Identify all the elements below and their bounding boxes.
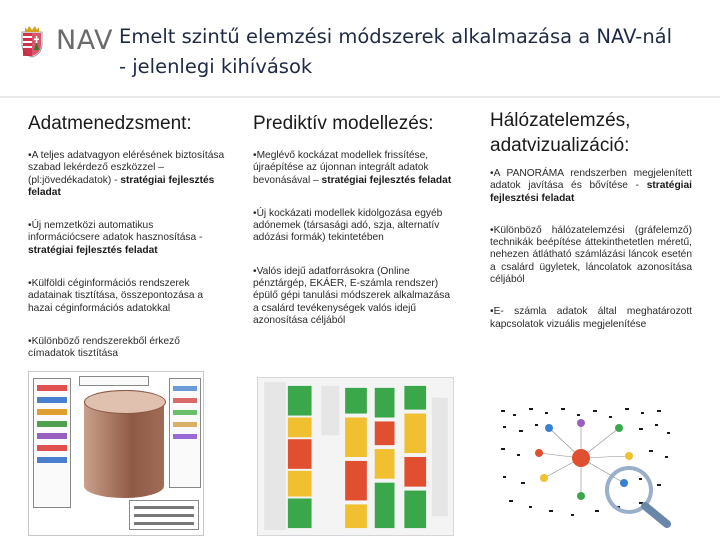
bullet-text: •A teljes adatvagyon elérésének biztosítása szabad lekérdező eszközzel – (pl:jövedékadatok) - [28,150,225,186]
list-item [253,150,458,187]
bullet-text: •Valós idejű adatforrásokra (Online pénztárgép, EKÁER, E-számla rendszer) épülő gépi tanulási módszerek alkalmazása a csalárd tevékenységek valós idejű azonosítása céljából [253,265,451,326]
bullet-emphasis: stratégiai fejlesztés feladat [28,174,215,198]
list-item [253,266,458,327]
data-store-box [169,378,201,488]
bullet-text: •Különböző rendszerekből érkező címadatok tisztítása [28,335,180,360]
bullet-list [253,150,458,327]
bullet-text: •E- számla adatok által meghatározott kapcsolatok vizuális megjelenítése [490,306,692,330]
database-cylinder-icon [84,390,164,498]
bullet-emphasis: stratégiai fejlesztés feladat [28,244,158,256]
bullet-text: •Külföldi céginformációs rendszerek adatainak tisztítása, összepontozása a hazai céginformációs adatokkal [28,278,203,314]
title-divider [0,96,720,98]
slide-header [0,0,720,100]
list-item [28,150,228,199]
list-item [490,225,692,286]
page-title: Emelt szintű elemzési módszerek alkalmazása a NAV-nál - jelenlegi kihívások [119,25,673,78]
column-network-analysis [490,108,692,351]
column-data-management [28,108,228,382]
bullet-text: •Új kockázati modellek kidolgozása egyéb adónemek (társasági adó, szja, alternatív adózási formák) tekintetében [253,207,443,244]
column-heading: Adatmenedzsment: [28,113,192,134]
bullet-list [28,150,228,361]
network-graph-image [489,378,693,528]
bullet-emphasis: stratégiai fejlesztés feladat [321,174,452,186]
bullet-emphasis: stratégiai fejlesztési feladat [490,180,692,204]
database-label-box [79,376,149,386]
list-item [28,220,228,257]
bullet-text: •Meglévő kockázat modellek frissítése, újraépítése az újonnan integrált adatok bevonásával – [253,150,429,186]
list-item [490,168,692,205]
bullet-text: •A PANORÁMA rendszerben megjelenített adatok javítása és bővítése - [490,168,692,192]
list-item [28,336,228,361]
database-diagram-image [28,371,204,536]
list-item [28,278,228,315]
external-sources-box [129,500,199,530]
knowledge-system-box [33,378,71,508]
predictive-model-image [257,377,454,536]
column-predictive-modeling [253,108,458,348]
logo-text: NAV [56,25,113,56]
list-item [253,208,458,245]
hungarian-crest-icon [19,24,45,58]
column-heading: Prediktív modellezés: [253,113,434,134]
list-item [490,306,692,331]
bullet-text: •Új nemzetközi automatikus információcsere adatok hasznosítása - [28,220,203,244]
bullet-list [490,168,692,331]
bullet-text: •Különböző hálózatelemzési (gráfelemző) technikák beépítése áttekinthetetlen méretű, nehezen átlátható számlázási láncok esetén a csalárd ügyletek, láncolatok azonosítása céljából [490,224,692,286]
column-heading: Hálózatelemzés, adatvizualizáció: [490,110,631,156]
